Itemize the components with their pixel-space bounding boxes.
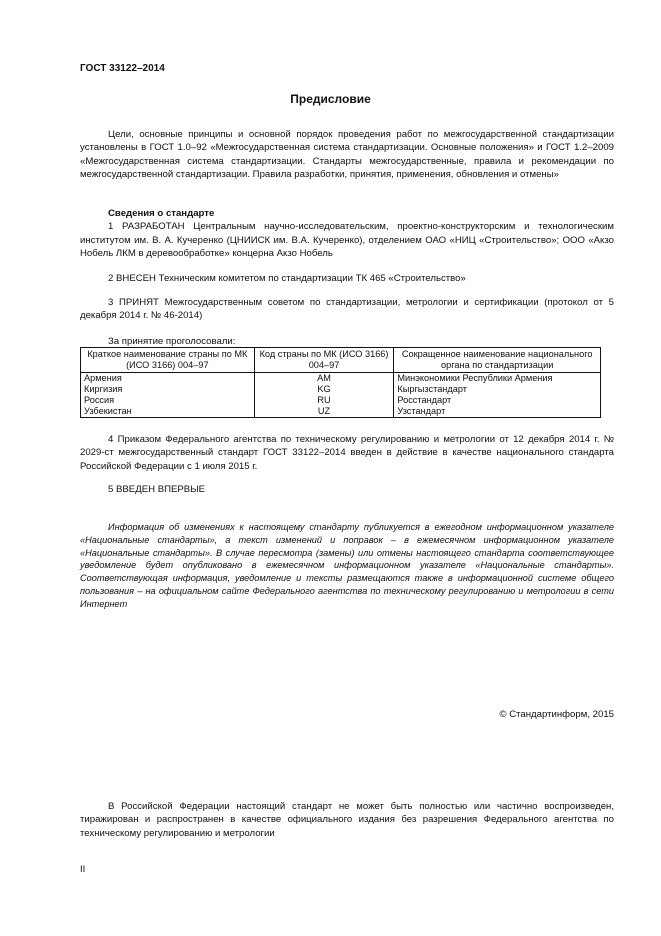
item-2-block xyxy=(80,272,614,285)
item-3-adopted: 3 ПРИНЯТ Межгосударственным советом по стандартизации, метрологии и сертификации (протокол от 5 декабря 2014 г. № 46-2014) xyxy=(80,297,614,322)
item-2-submitted: 2 ВНЕСЕН Техническим комитетом по стандартизации ТК 465 «Строительство» xyxy=(108,273,466,284)
country-name-cell: Узбекистан xyxy=(81,406,255,418)
table-row xyxy=(81,373,601,385)
table-header-row xyxy=(81,348,601,373)
item-5-block xyxy=(80,483,614,496)
standards-body-cell: Росстандарт xyxy=(394,395,601,406)
table-row xyxy=(81,406,601,418)
voting-table xyxy=(80,347,601,418)
reproduction-notice: В Российской Федерации настоящий стандарт не может быть полностью или частично воспроизведен, тиражирован и распространен в качестве официального издания без разрешения Федерального агентства по техническому регулированию и метрологии xyxy=(80,801,614,839)
info-heading: Сведения о стандарте xyxy=(108,208,215,219)
intro-paragraph: Цели, основные принципы и основной порядок проведения работ по межгосударственной стандартизации установлены в ГОСТ 1.0–92 «Межгосударственная система стандартизации. Основные положения» и ГОСТ 1.2–2009 «Межгосударственная система стандартизации. Стандарты межгосударственные, правила и рекомендации по межгосударственной стандартизации. Правила разработки, принятия, применения, обновления и отмены» xyxy=(80,129,614,181)
country-code-cell: RU xyxy=(254,395,394,406)
table-header-cell: Код страны по МК (ИСО 3166) 004–97 xyxy=(254,348,394,373)
page-number: II xyxy=(80,864,86,875)
country-name-cell: Россия xyxy=(81,395,255,406)
country-code-cell: UZ xyxy=(254,406,394,418)
intro-block xyxy=(80,128,614,182)
copyright: © Стандартинформ, 2015 xyxy=(499,709,614,720)
item-1-developed: 1 РАЗРАБОТАН Центральным научно-исследовательским, проектно-конструкторским и технологическим институтом им. В. А. Кучеренко (ЦНИИСК им. В.А. Кучеренко), отделением ОАО «НИЦ «Строительство»; ООО «Акзо Нобель ЛКМ в деревообработке» концерна Акзо Нобель xyxy=(80,221,614,260)
country-name-cell: Киргизия xyxy=(81,384,255,395)
table-row xyxy=(81,395,601,406)
country-code-cell: KG xyxy=(254,384,394,395)
country-name-cell: Армения xyxy=(81,373,255,385)
item-3-block xyxy=(80,296,614,323)
document-code: ГОСТ 33122–2014 xyxy=(80,63,165,74)
country-code-cell: AM xyxy=(254,373,394,385)
item-4-enactment: 4 Приказом Федерального агентства по техническому регулированию и метрологии от 12 декабря 2014 г. № 2029-ст межгосударственный стандарт ГОСТ 33122–2014 введен в действие в качестве национального стандарта Российской Федерации с 1 июля 2015 г. xyxy=(80,434,614,472)
standard-info-block xyxy=(80,207,614,261)
standards-body-cell: Узстандарт xyxy=(394,406,601,418)
amendments-notice: Информация об изменениях к настоящему стандарту публикуется в ежегодном информационном указателе «Национальные стандарты», а текст изменений и поправок – в ежемесячном информационном указателе «Национальные стандарты». В случае пересмотра (замены) или отмены настоящего стандарта соответствующее уведомление будет опубликовано в ежемесячном информационном указателе «Национальные стандарты». Соответствующая информация, уведомление и тексты размещаются также в информационной системе общего пользования – на официальном сайте Федерального агентства по техническому регулированию и метрологии в сети Интернет xyxy=(80,522,614,609)
amendments-notice-block xyxy=(80,521,614,611)
item-5-first-introduced: 5 ВВЕДЕН ВПЕРВЫЕ xyxy=(108,484,206,495)
vote-caption: За принятие проголосовали: xyxy=(108,336,236,347)
page-title: Предисловие xyxy=(290,92,371,106)
standards-body-cell: Кыргызстандарт xyxy=(394,384,601,395)
item-4-block xyxy=(80,433,614,473)
table-header-cell: Краткое наименование страны по МК (ИСО 3166) 004–97 xyxy=(81,348,255,373)
table-header-cell: Сокращенное наименование национального органа по стандартизации xyxy=(394,348,601,373)
reproduction-notice-block xyxy=(80,800,614,840)
table-row xyxy=(81,384,601,395)
standards-body-cell: Минэкономики Республики Армения xyxy=(394,373,601,385)
